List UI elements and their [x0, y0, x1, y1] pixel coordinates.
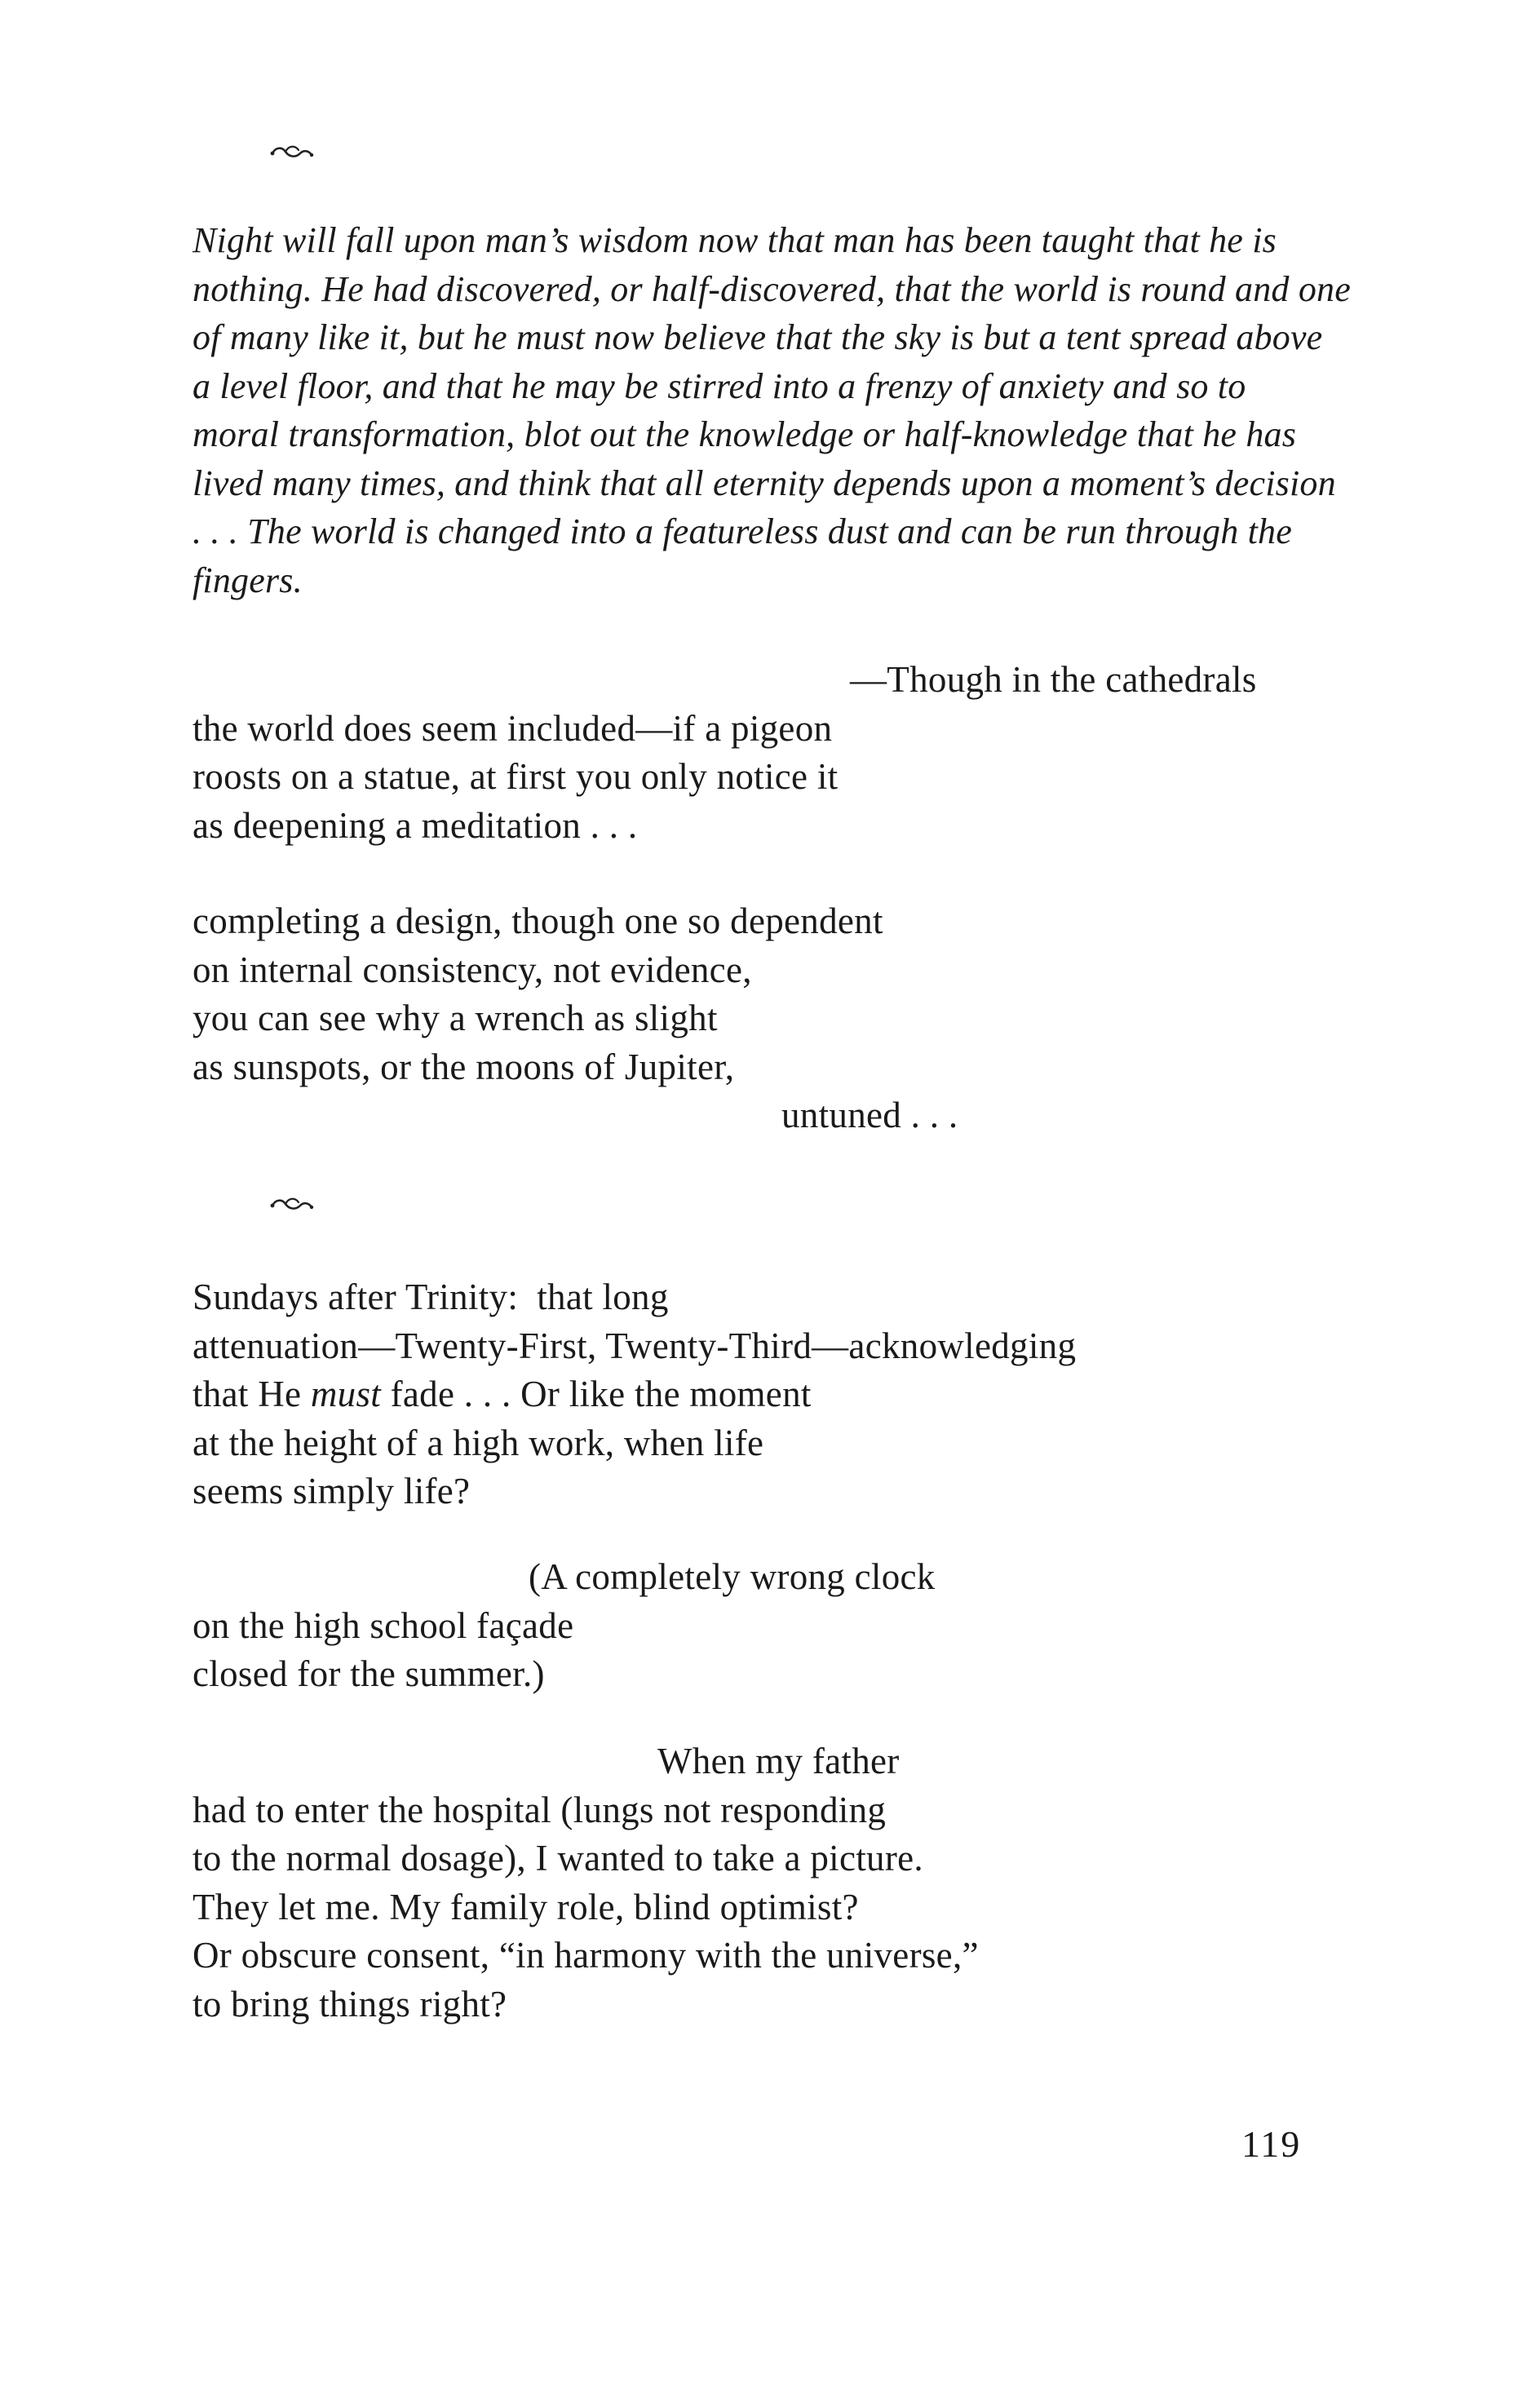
verse-line: had to enter the hospital (lungs not responding — [192, 1789, 887, 1830]
verse-line: you can see why a wrench as slight — [192, 998, 718, 1038]
verse-line: to the normal dosage), I wanted to take a picture. — [192, 1838, 923, 1878]
verse-line: untuned . . . — [781, 1095, 958, 1135]
prose-line: . . . The world is changed into a featureless dust and can be run through the — [192, 511, 1292, 551]
verse-line: on the high school façade — [192, 1604, 574, 1646]
verse-line: as deepening a meditation . . . — [192, 804, 638, 846]
prose-line: of many like it, but he must now believe that the sky is but a tent spread above — [192, 317, 1323, 357]
stanza-cathedrals — [192, 656, 1257, 850]
prose-line: lived many times, and think that all eternity depends upon a moment’s decision — [192, 462, 1336, 503]
verse-line: completing a design, though one so dependent — [192, 901, 883, 941]
verse-line: the world does seem included—if a pigeon — [192, 707, 833, 749]
prose-line: Night will fall upon man’s wisdom now that man has been taught that he is — [192, 220, 1277, 260]
stanza-design — [192, 897, 958, 1140]
section-ornament-icon — [268, 1193, 316, 1217]
stanza-father — [192, 1737, 979, 2029]
verse-line: as sunspots, or the moons of Jupiter, — [192, 1046, 735, 1087]
prose-line: a level floor, and that he may be stirred into a frenzy of anxiety and so to — [192, 365, 1246, 406]
verse-line: Sundays after Trinity: that long — [192, 1277, 669, 1317]
verse-line: to bring things right? — [192, 1983, 507, 2025]
verse-line: at the height of a high work, when life — [192, 1422, 764, 1463]
verse-line: on internal consistency, not evidence, — [192, 949, 752, 990]
prose-quotation — [192, 216, 1383, 604]
verse-line: roosts on a statue, at first you only notice it — [192, 756, 839, 797]
prose-line: fingers. — [192, 560, 303, 600]
prose-line: nothing. He had discovered, or half-discovered, that the world is round and one — [192, 268, 1351, 309]
verse-line: Or obscure consent, “in harmony with the universe,” — [192, 1935, 979, 1976]
section-ornament-icon — [268, 140, 316, 165]
stanza-trinity — [192, 1273, 1076, 1516]
verse-line: When my father — [657, 1741, 900, 1781]
emphasis-must: must — [310, 1374, 382, 1414]
verse-line: —Though in the cathedrals — [850, 659, 1257, 700]
verse-line: closed for the summer.) — [192, 1653, 545, 1694]
verse-text: that He — [192, 1374, 311, 1414]
verse-line — [192, 1370, 1076, 1419]
verse-text: fade . . . Or like the moment — [381, 1374, 812, 1414]
prose-line: moral transformation, blot out the knowledge or half-knowledge that he has — [192, 414, 1297, 454]
page-number: 119 — [1241, 2123, 1302, 2165]
verse-line: (A completely wrong clock — [529, 1556, 936, 1597]
verse-line: attenuation—Twenty-First, Twenty-Third—acknowledging — [192, 1325, 1077, 1366]
verse-line: They let me. My family role, blind optimist? — [192, 1886, 859, 1927]
stanza-clock — [192, 1553, 936, 1699]
verse-line: seems simply life? — [192, 1471, 471, 1511]
